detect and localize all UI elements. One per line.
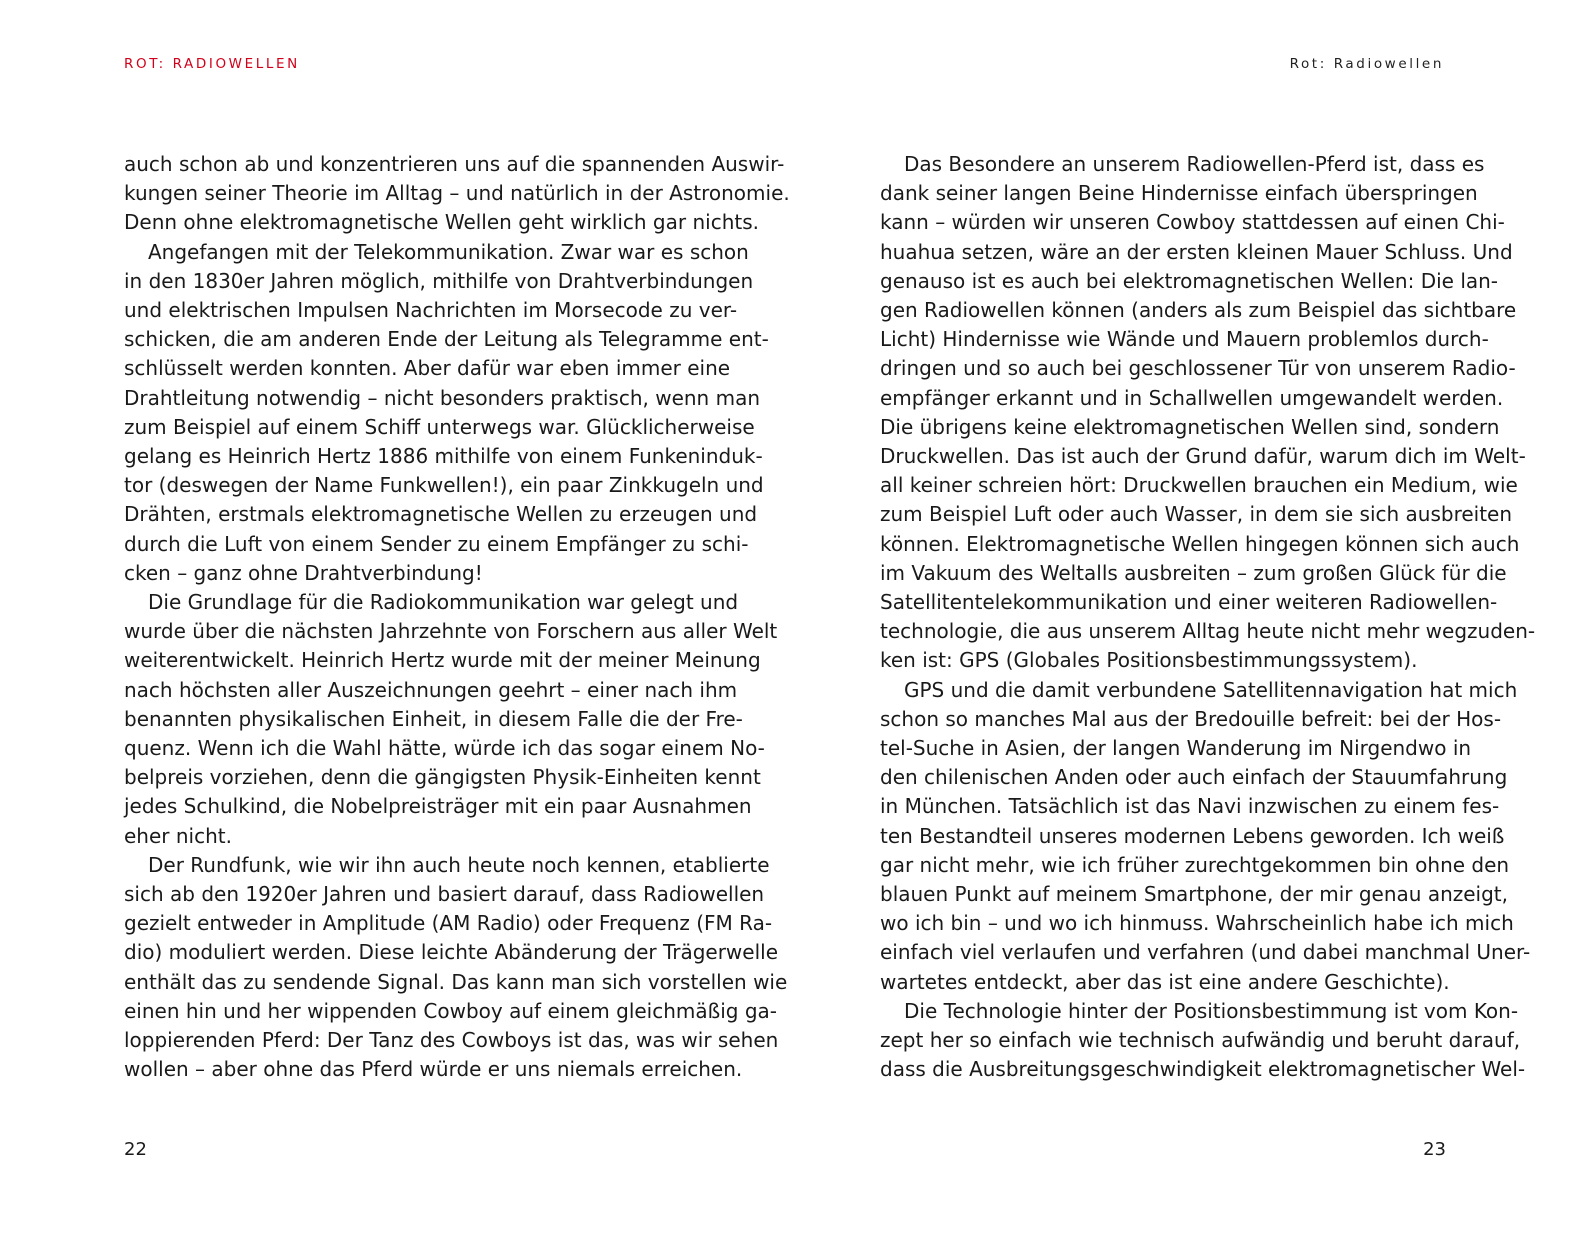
body-text	[124, 150, 790, 1085]
text-line: Drähten, erstmals elektromagnetische Wellen zu erzeugen und	[124, 502, 758, 527]
text-line: huahua setzen, wäre an der ersten kleinen Mauer Schluss. Und	[880, 239, 1513, 264]
text-line: Druckwellen. Das ist auch der Grund dafür, warum dich im Welt-	[880, 444, 1526, 469]
text-line: gelang es Heinrich Hertz 1886 mithilfe von einem Funkeninduk-	[124, 444, 763, 469]
text-line: dass die Ausbreitungsgeschwindigkeit elektromagnetischer Wel-	[880, 1057, 1526, 1082]
text-line: all keiner schreien hört: Druckwellen brauchen ein Medium, wie	[880, 473, 1518, 498]
text-line: kungen seiner Theorie im Alltag – und natürlich in der Astronomie.	[124, 181, 790, 206]
text-line: Die Grundlage für die Radiokommunikation war gelegt und	[148, 590, 739, 615]
text-line: empfänger erkannt und in Schallwellen umgewandelt werden.	[880, 385, 1504, 410]
text-line: gar nicht mehr, wie ich früher zurechtgekommen bin ohne den	[880, 852, 1510, 877]
text-line: auch schon ab und konzentrieren uns auf die spannenden Auswir-	[124, 152, 785, 176]
text-line: den chilenischen Anden oder auch einfach der Stauumfahrung	[880, 765, 1508, 790]
text-line: dank seiner langen Beine Hindernisse einfach überspringen	[880, 181, 1478, 206]
text-line: Satellitentelekommunikation und einer weiteren Radiowellen-	[880, 590, 1498, 615]
text-line: wartetes entdeckt, aber das ist eine andere Geschichte).	[880, 969, 1450, 994]
right-page	[797, 0, 1594, 1240]
text-line: weiterentwickelt. Heinrich Hertz wurde mit der meiner Meinung	[124, 648, 761, 673]
text-line: Licht) Hindernisse wie Wände und Mauern problemlos durch-	[880, 327, 1489, 352]
text-line: genauso ist es auch bei elektromagnetischen Wellen: Die lan-	[880, 268, 1499, 293]
text-line: belpreis vorziehen, denn die gängigsten Physik-Einheiten kennt	[124, 765, 761, 790]
text-line: cken – ganz ohne Drahtverbindung!	[124, 560, 483, 585]
text-line: zum Beispiel Luft oder auch Wasser, in dem sie sich ausbreiten	[880, 502, 1513, 527]
text-line: Das Besondere an unserem Radiowellen-Pferd ist, dass es	[904, 152, 1485, 176]
text-line: Denn ohne elektromagnetische Wellen geht wirklich gar nichts.	[124, 210, 759, 235]
text-line: Die Technologie hinter der Positionsbestimmung ist vom Kon-	[904, 998, 1519, 1023]
text-line: Die übrigens keine elektromagnetischen Wellen sind, sondern	[880, 414, 1500, 439]
text-line: eher nicht.	[124, 823, 232, 848]
text-line: technologie, die aus unserem Alltag heute nicht mehr wegzuden-	[880, 619, 1536, 644]
text-line: zum Beispiel auf einem Schiff unterwegs war. Glücklicherweise	[124, 414, 755, 439]
text-line: schlüsselt werden konnten. Aber dafür war eben immer eine	[124, 356, 731, 381]
text-line: und elektrischen Impulsen Nachrichten im Morsecode zu ver-	[124, 298, 738, 323]
text-line: Drahtleitung notwendig – nicht besonders praktisch, wenn man	[124, 385, 760, 410]
text-line: enthält das zu sendende Signal. Das kann man sich vorstellen wie	[124, 969, 788, 994]
text-line: blauen Punkt auf meinem Smartphone, der mir genau anzeigt,	[880, 882, 1509, 907]
text-line: quenz. Wenn ich die Wahl hätte, würde ich das sogar einem No-	[124, 736, 765, 761]
text-line: nach höchsten aller Auszeichnungen geehrt – einer nach ihm	[124, 677, 738, 702]
text-line: können. Elektromagnetische Wellen hingegen können sich auch	[880, 531, 1520, 556]
text-line: jedes Schulkind, die Nobelpreisträger mit ein paar Ausnahmen	[124, 794, 752, 819]
text-line: in den 1830er Jahren möglich, mithilfe von Drahtverbindungen	[124, 268, 754, 293]
running-head: Rot: Radiowellen	[1289, 56, 1444, 72]
text-line: Angefangen mit der Telekommunikation. Zwar war es schon	[148, 239, 749, 264]
text-line: wollen – aber ohne das Pferd würde er uns niemals erreichen.	[124, 1057, 743, 1082]
text-line: schicken, die am anderen Ende der Leitung als Telegramme ent-	[124, 327, 769, 352]
text-line: wo ich bin – und wo ich hinmuss. Wahrscheinlich habe ich mich	[880, 911, 1514, 936]
page-number: 22	[124, 1139, 147, 1160]
text-line: loppierenden Pferd: Der Tanz des Cowboys ist das, was wir sehen	[124, 1028, 779, 1053]
text-line: in München. Tatsächlich ist das Navi inzwischen zu einem fes-	[880, 794, 1500, 819]
body-text	[880, 150, 1536, 1085]
text-line: einen hin und her wippenden Cowboy auf einem gleichmäßig ga-	[124, 998, 778, 1023]
text-line: einfach viel verlaufen und verfahren (und dabei manchmal Uner-	[880, 940, 1531, 965]
text-line: gen Radiowellen können (anders als zum Beispiel das sichtbare	[880, 298, 1517, 323]
text-line: ten Bestandteil unseres modernen Lebens geworden. Ich weiß	[880, 823, 1505, 848]
text-line: im Vakuum des Weltalls ausbreiten – zum großen Glück für die	[880, 560, 1507, 585]
text-line: tel-Suche in Asien, der langen Wanderung im Nirgendwo in	[880, 736, 1472, 761]
text-line: gezielt entweder in Amplitude (AM Radio) oder Frequenz (FM Ra-	[124, 911, 773, 936]
text-line: schon so manches Mal aus der Bredouille befreit: bei der Hos-	[880, 706, 1502, 731]
text-line: wurde über die nächsten Jahrzehnte von Forschern aus aller Welt	[124, 619, 778, 644]
text-line: ken ist: GPS (Globales Positionsbestimmungssystem).	[880, 648, 1418, 673]
text-line: tor (deswegen der Name Funkwellen!), ein paar Zinkkugeln und	[124, 473, 764, 498]
text-line: dio) moduliert werden. Diese leichte Abänderung der Trägerwelle	[124, 940, 779, 965]
text-line: kann – würden wir unseren Cowboy stattdessen auf einen Chi-	[880, 210, 1505, 235]
text-line: Der Rundfunk, wie wir ihn auch heute noch kennen, etablierte	[148, 852, 770, 877]
text-line: sich ab den 1920er Jahren und basiert darauf, dass Radiowellen	[124, 882, 765, 907]
text-line: zept her so einfach wie technisch aufwändig und beruht darauf,	[880, 1028, 1521, 1053]
text-line: durch die Luft von einem Sender zu einem Empfänger zu schi-	[124, 531, 749, 556]
text-line: benannten physikalischen Einheit, in diesem Falle die der Fre-	[124, 706, 743, 731]
running-head: ROT: RADIOWELLEN	[124, 56, 300, 72]
text-line: dringen und so auch bei geschlossener Tür von unserem Radio-	[880, 356, 1516, 381]
page-number: 23	[1423, 1139, 1446, 1160]
text-line: GPS und die damit verbundene Satellitennavigation hat mich	[904, 677, 1518, 702]
